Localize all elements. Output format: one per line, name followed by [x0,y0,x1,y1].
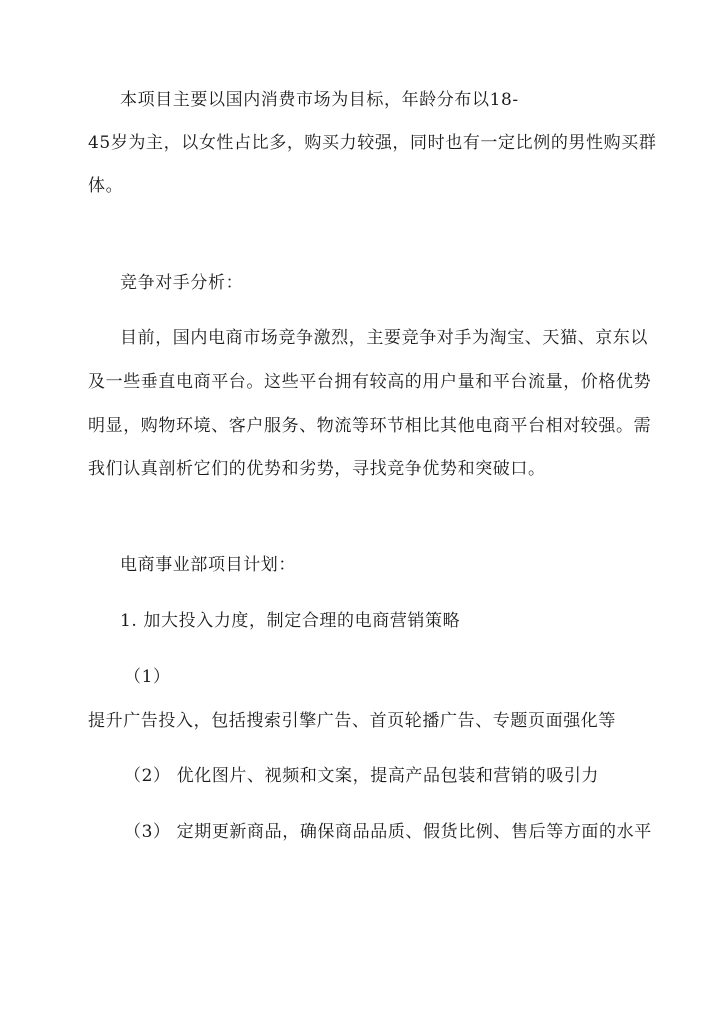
list-item-1-title: 1. 加大投入力度，制定合理的电商营销策略 [120,611,461,631]
paragraph-target-market-line-1: 本项目主要以国内消费市场为目标，年龄分布以18- [120,90,519,110]
paragraph-competition-line-1: 目前，国内电商市场竞争激烈，主要竞争对手为淘宝、天猫、京东以 [120,328,648,348]
paragraph-target-market-line-2: 45岁为主，以女性占比多，购买力较强，同时也有一定比例的男性购买群 [88,133,657,153]
paragraph-competition-line-2: 及一些垂直电商平台。这些平台拥有较高的用户量和平台流量，价格优势 [88,372,652,392]
paragraph-competition-line-3: 明显，购物环境、客户服务、物流等环节相比其他电商平台相对较强。需 [88,416,652,436]
sub-item-2-text: （2） 优化图片、视频和文案，提高产品包装和营销的吸引力 [124,766,600,786]
sub-item-3-text: （3） 定期更新商品，确保商品品质、假货比例、售后等方面的水平 [124,822,652,842]
sub-item-1-marker: （1） [124,667,171,687]
sub-item-1-text: 提升广告投入，包括搜索引擎广告、首页轮播广告、专题页面强化等 [88,711,616,731]
section-heading-competition: 竞争对手分析： [120,273,244,293]
section-heading-project-plan: 电商事业部项目计划： [120,555,296,575]
paragraph-competition-line-4: 我们认真剖析它们的优势和劣势，寻找竞争优势和突破口。 [88,459,546,479]
paragraph-target-market-line-3: 体。 [88,176,124,196]
